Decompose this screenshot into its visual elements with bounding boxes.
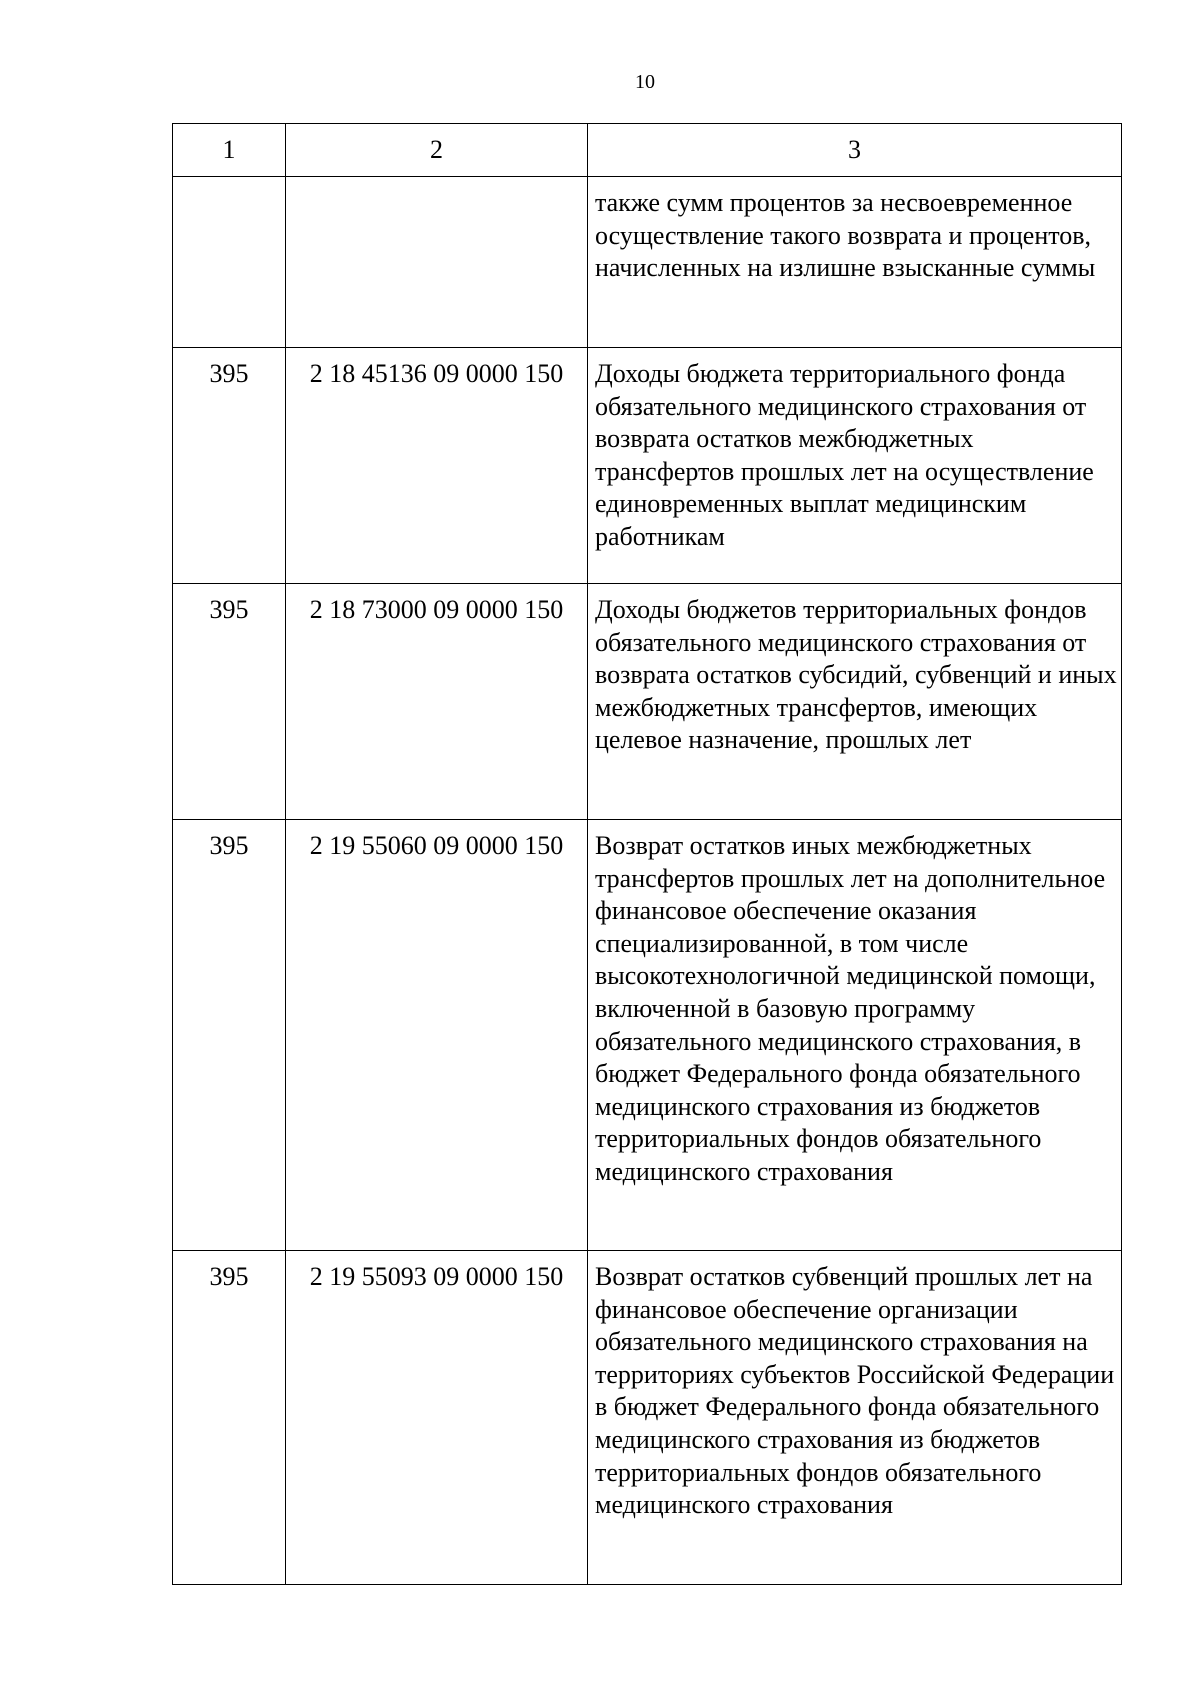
admin-code-cell: 395 [173, 820, 286, 1251]
admin-code-cell: 395 [173, 584, 286, 820]
budget-codes-table [172, 123, 1122, 1585]
description-cell: Возврат остатков субвенций прошлых лет на финансовое обеспечение организации обязательного медицинского страхования на территориях субъектов Российской Федерации в бюджет Федерального фонда обязательного медицинского страхования из бюджетов территориальных фондов обязательного медицинского страхования [588, 1251, 1122, 1585]
admin-code-cell: 395 [173, 348, 286, 584]
table-row [173, 348, 1122, 584]
budget-classification-code-cell: 2 18 73000 09 0000 150 [286, 584, 588, 820]
admin-code-cell [173, 177, 286, 348]
description-cell: Доходы бюджета территориального фонда обязательного медицинского страхования от возврата остатков межбюджетных трансфертов прошлых лет на осуществление единовременных выплат медицинским работникам [588, 348, 1122, 584]
description-cell: Возврат остатков иных межбюджетных трансфертов прошлых лет на дополнительное финансовое обеспечение оказания специализированной, в том числе высокотехнологичной медицинской помощи, включенной в базовую программу обязательного медицинского страхования, в бюджет Федерального фонда обязательного медицинского страхования из бюджетов территориальных фондов обязательного медицинского страхования [588, 820, 1122, 1251]
table-header-row [173, 124, 1122, 177]
page-number: 10 [635, 71, 655, 93]
column-header-1: 1 [173, 124, 286, 177]
budget-classification-code-cell: 2 18 45136 09 0000 150 [286, 348, 588, 584]
description-cell: Доходы бюджетов территориальных фондов обязательного медицинского страхования от возврата остатков субсидий, субвенций и иных межбюджетных трансфертов, имеющих целевое назначение, прошлых лет [588, 584, 1122, 820]
description-cell: также сумм процентов за несвоевременное осуществление такого возврата и процентов, начисленных на излишне взысканные суммы [588, 177, 1122, 348]
table-row [173, 177, 1122, 348]
column-header-3: 3 [588, 124, 1122, 177]
budget-classification-code-cell: 2 19 55093 09 0000 150 [286, 1251, 588, 1585]
budget-classification-code-cell [286, 177, 588, 348]
table-row [173, 584, 1122, 820]
budget-classification-code-cell: 2 19 55060 09 0000 150 [286, 820, 588, 1251]
admin-code-cell: 395 [173, 1251, 286, 1585]
column-header-2: 2 [286, 124, 588, 177]
table-row [173, 820, 1122, 1251]
table-row [173, 1251, 1122, 1585]
